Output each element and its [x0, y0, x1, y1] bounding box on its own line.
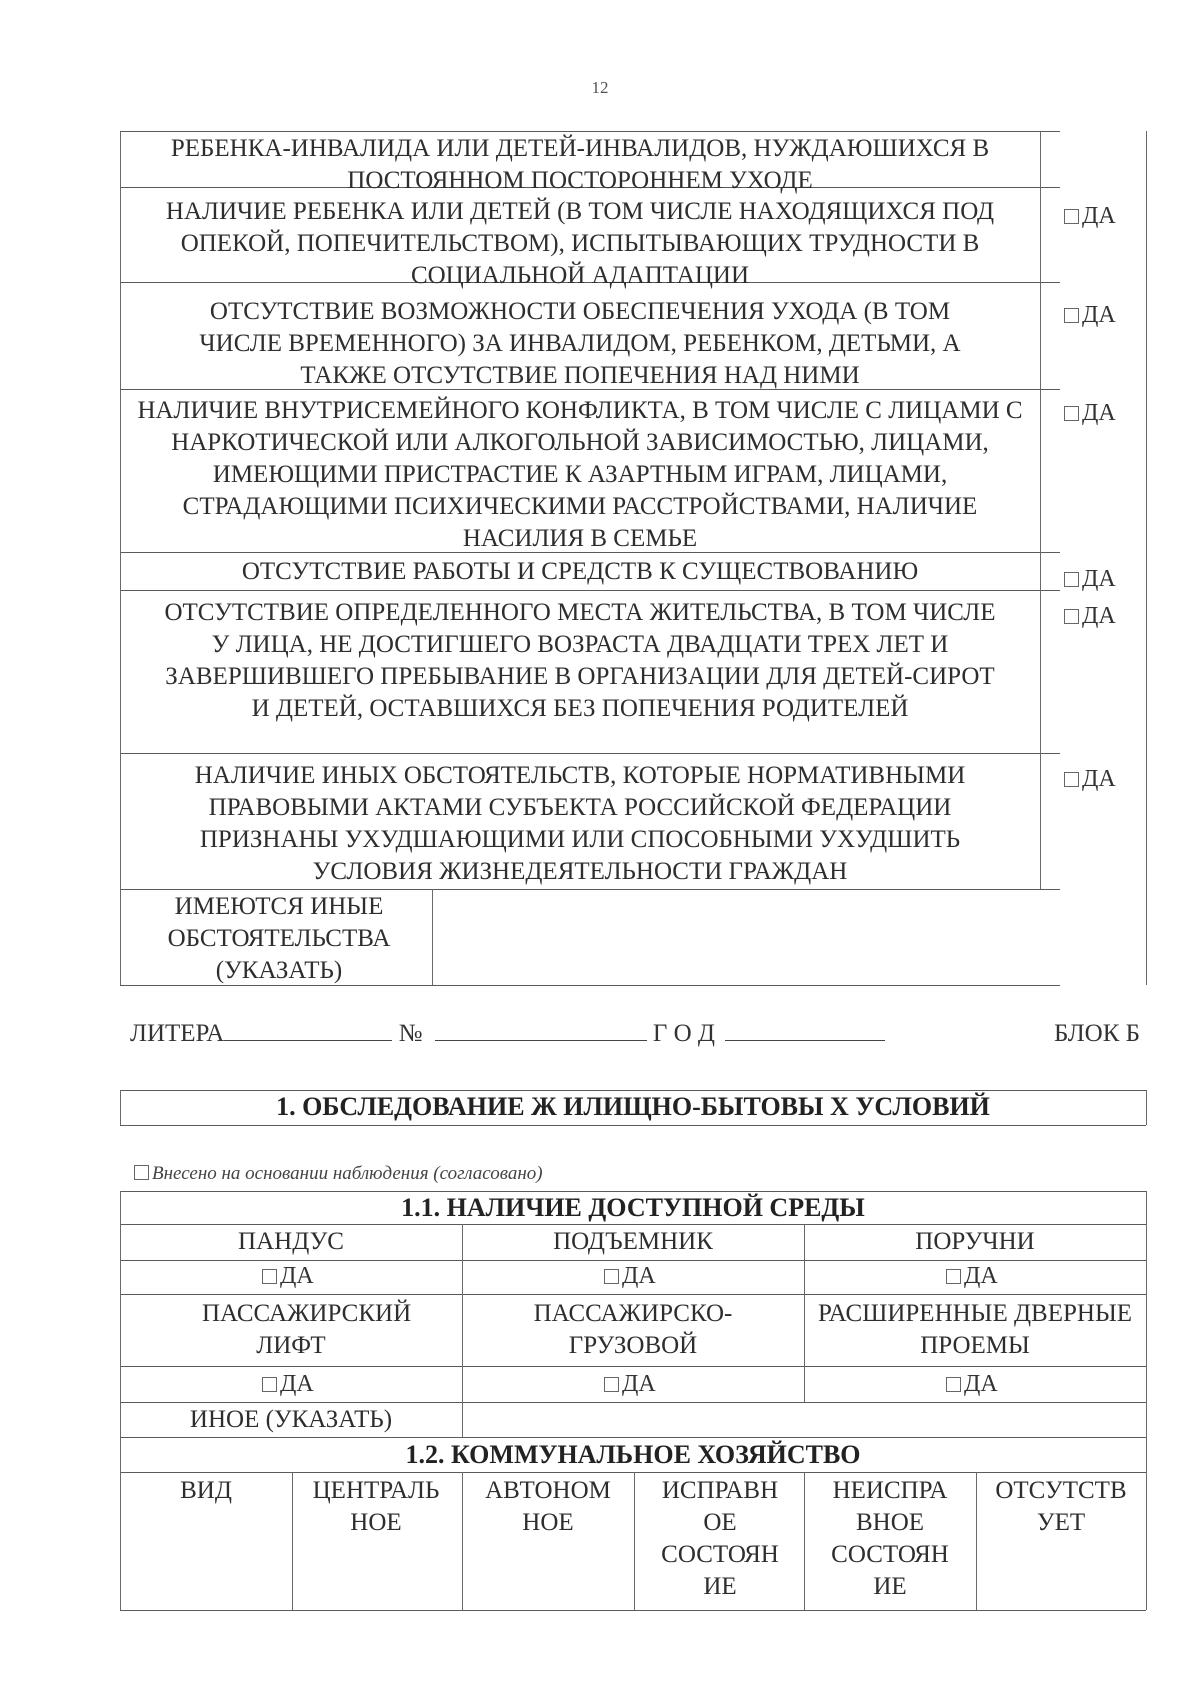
other-accessibility-field[interactable]: [464, 1403, 1145, 1436]
circumstance-text: ОТСУТСТВИЕ ВОЗМОЖНОСТИ ОБЕСПЕЧЕНИЯ УХОДА (В ТОМ ЧИСЛЕ ВРЕМЕННОГО) ЗА ИНВАЛИДОМ, РЕБЕНКОМ, ДЕТЬМИ, А ТАКЖЕ ОТСУТСТВИЕ ПОПЕЧЕНИЯ НАД НИМИ: [199, 298, 961, 389]
wide-doorways-label: РАСШИРЕННЫЕ ДВЕРНЫЕ ПРОЕМЫ: [817, 1300, 1133, 1359]
checkbox-icon: [946, 1377, 961, 1392]
circumstance-text: НАЛИЧИЕ РЕБЕНКА ИЛИ ДЕТЕЙ (В ТОМ ЧИСЛЕ НАХОДЯЩИХСЯ ПОД ОПЕКОЙ, ПОПЕЧИТЕЛЬСТВОМ), ИСПЫТЫВАЮЩИХ ТРУДНОСТИ В СОЦИАЛЬНОЙ АДАПТАЦИИ: [165, 198, 995, 289]
block-label: БЛОК Б: [1053, 1020, 1140, 1047]
other-circumstances-field[interactable]: [434, 890, 1145, 984]
yes-checkbox[interactable]: ДА: [1064, 302, 1116, 329]
year-field[interactable]: [725, 1040, 885, 1041]
number-field[interactable]: [435, 1040, 647, 1041]
handrails-label: ПОРУЧНИ: [915, 1228, 1035, 1255]
litera-label: ЛИТЕРА: [130, 1020, 225, 1047]
yes-checkbox[interactable]: ДА: [1064, 603, 1116, 630]
passenger-elevator-label: ПАССАЖИРСКИЙ ЛИФТ: [202, 1300, 412, 1359]
checkbox-icon: [262, 1377, 277, 1392]
checkbox-icon: [1064, 406, 1079, 421]
passenger-elevator-yes-checkbox[interactable]: ДА: [262, 1371, 314, 1398]
lift-platform-label: ПОДЪЕМНИК: [553, 1228, 713, 1255]
working-condition-header: ИСПРАВН ОЕ СОСТОЯН ИЕ: [661, 1477, 779, 1600]
circumstance-text: РЕБЕНКА-ИНВАЛИДА ИЛИ ДЕТЕЙ-ИНВАЛИДОВ, НУЖДАЮШИХСЯ В ПОСТОЯННОМ ПОСТОРОННЕМ УХОДЕ: [170, 135, 990, 194]
litera-row: [130, 1020, 1140, 1060]
circumstance-text: ОТСУТСТВИЕ ОПРЕДЕЛЕННОГО МЕСТА ЖИТЕЛЬСТВА, В ТОМ ЧИСЛЕ У ЛИЦА, НЕ ДОСТИГШЕГО ВОЗРАСТА ДВАДЦАТИ ТРЕХ ЛЕТ И ЗАВЕРШИВШЕГО ПРЕБЫВАНИЕ В ОРГАНИЗАЦИИ ДЛЯ ДЕТЕЙ-СИРОТ И ДЕТЕЙ, ОСТАВШИХСЯ БЕЗ ПОПЕЧЕНИЯ РОДИТЕЛЕЙ: [164, 599, 996, 722]
ramp-yes-checkbox[interactable]: ДА: [262, 1263, 314, 1290]
circumstance-text: ОТСУТСТВИЕ РАБОТЫ И СРЕДСТВ К СУЩЕСТВОВАНИЮ: [241, 558, 919, 585]
checkbox-icon: [946, 1269, 961, 1284]
autonomous-header: АВТОНОМ НОЕ: [485, 1477, 611, 1536]
yes-checkbox[interactable]: ДА: [1064, 566, 1116, 593]
handrails-yes-checkbox[interactable]: ДА: [946, 1263, 998, 1290]
checkbox-icon: [1064, 308, 1079, 323]
other-accessibility-label: ИНОЕ (УКАЗАТЬ): [189, 1406, 393, 1433]
checkbox-icon: [604, 1377, 619, 1392]
yes-checkbox[interactable]: ДА: [1064, 400, 1116, 427]
page-number: 12: [591, 78, 609, 97]
other-circumstances-label: ИМЕЮТСЯ ИНЫЕ ОБСТОЯТЕЛЬСТВА (УКАЗАТЬ): [167, 893, 391, 984]
checkbox-icon: [604, 1269, 619, 1284]
ramp-label: ПАНДУС: [238, 1228, 344, 1255]
absent-header: ОТСУТСТВ УЕТ: [995, 1477, 1127, 1536]
circumstance-text: НАЛИЧИЕ ИНЫХ ОБСТОЯТЕЛЬСТВ, КОТОРЫЕ НОРМАТИВНЫМИ ПРАВОВЫМИ АКТАМИ СУБЪЕКТА РОССИЙСКОЙ ФЕДЕРАЦИИ ПРИЗНАНЫ УХУДШАЮЩИМИ ИЛИ СПОСОБНЫМИ УХУДШИТЬ УСЛОВИЯ ЖИЗНЕДЕЯТЕЛЬНОСТИ ГРАЖДАН: [194, 762, 966, 885]
lift-platform-yes-checkbox[interactable]: ДА: [604, 1263, 656, 1290]
checkbox-icon: [1064, 772, 1079, 787]
faulty-condition-header: НЕИСПРА ВНОЕ СОСТОЯН ИЕ: [831, 1477, 949, 1600]
section-1-1-title: 1.1. НАЛИЧИЕ ДОСТУПНОЙ СРЕДЫ: [401, 1193, 865, 1222]
checkbox-icon: [262, 1269, 277, 1284]
checkbox-icon: [1064, 609, 1079, 624]
number-sign: №: [398, 1020, 423, 1047]
observation-checkbox[interactable]: Внесено на основании наблюдения (согласовано): [134, 1163, 543, 1185]
yes-checkbox[interactable]: ДА: [1064, 203, 1116, 230]
circumstance-text: НАЛИЧИЕ ВНУТРИСЕМЕЙНОГО КОНФЛИКТА, В ТОМ ЧИСЛЕ С ЛИЦАМИ С НАРКОТИЧЕСКОЙ ИЛИ АЛКОГОЛЬНОЙ ЗАВИСИМОСТЬЮ, ЛИЦАМИ, ИМЕЮЩИМИ ПРИСТРАСТИЕ К АЗАРТНЫМ ИГРАМ, ЛИЦАМИ, СТРАДАЮЩИМИ ПСИХИЧЕСКИМИ РАССТРОЙСТВАМИ, НАЛИЧИЕ НАСИЛИЯ В СЕМЬЕ: [137, 397, 1023, 552]
year-label: Г О Д: [652, 1020, 715, 1047]
litera-field[interactable]: [224, 1040, 392, 1041]
yes-checkbox[interactable]: ДА: [1064, 766, 1116, 793]
checkbox-icon: [1064, 209, 1079, 224]
freight-elevator-label: ПАССАЖИРСКО-ГРУЗОВОЙ: [533, 1300, 733, 1359]
checkbox-icon: [1064, 572, 1079, 587]
utility-type-header: ВИД: [180, 1477, 232, 1504]
section-1-title: 1. ОБСЛЕДОВАНИЕ Ж ИЛИЩНО-БЫТОВЫ Х УСЛОВИЙ: [276, 1092, 990, 1121]
checkbox-icon: [134, 1165, 149, 1180]
wide-doorways-yes-checkbox[interactable]: ДА: [946, 1371, 998, 1398]
section-1-2-title: 1.2. КОММУНАЛЬНОЕ ХОЗЯЙСТВО: [405, 1440, 861, 1469]
freight-elevator-yes-checkbox[interactable]: ДА: [604, 1371, 656, 1398]
central-header: ЦЕНТРАЛЬ НОЕ: [312, 1477, 440, 1536]
